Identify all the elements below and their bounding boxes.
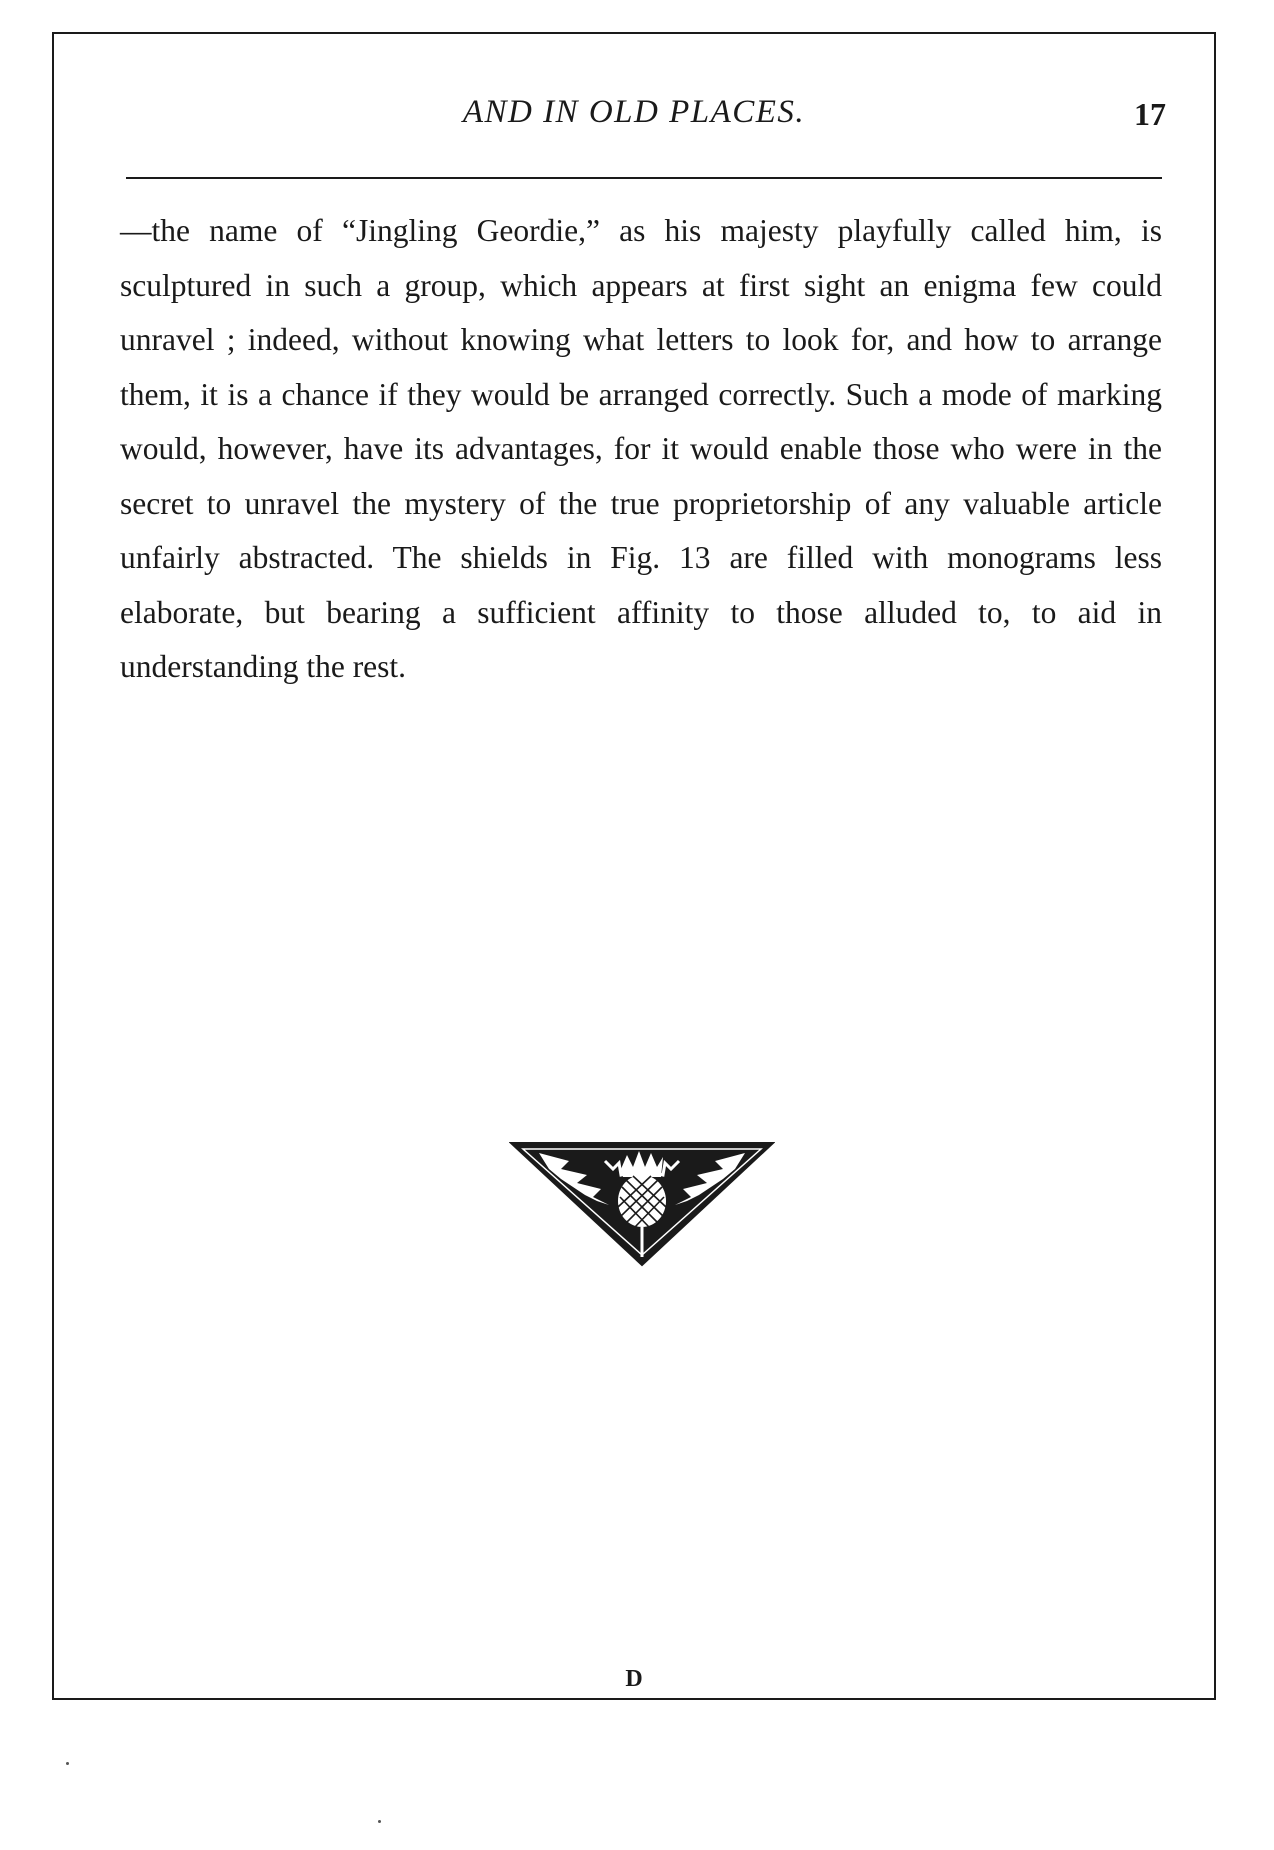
header-rule (126, 177, 1162, 179)
thistle-tailpiece-icon (509, 1139, 775, 1269)
print-speck (378, 1820, 381, 1823)
page-number: 17 (1134, 96, 1166, 132)
running-head: AND IN OLD PLACES. (462, 94, 806, 130)
signature-mark: D (625, 1666, 643, 1692)
print-speck (66, 1762, 69, 1765)
body-paragraph: —the name of “Jingling Geordie,” as his majesty playfully called him, is sculptured in such a group, which appears at first sight an enigma few could unravel ; indeed, without knowing what letters to look for, and how to arrange them, it is a chance if they would be arranged correctly. Such a mode of marking would, however, have its advantages, for it would enable those who were in the secret to unravel the mystery of the true proprietorship of any valuable article unfairly abstracted. The shields in Fig. 13 are filled with monograms less elaborate, but bearing a sufficient affinity to those alluded to, to aid in understanding the rest. (120, 213, 1162, 684)
page-frame (52, 32, 1216, 1700)
